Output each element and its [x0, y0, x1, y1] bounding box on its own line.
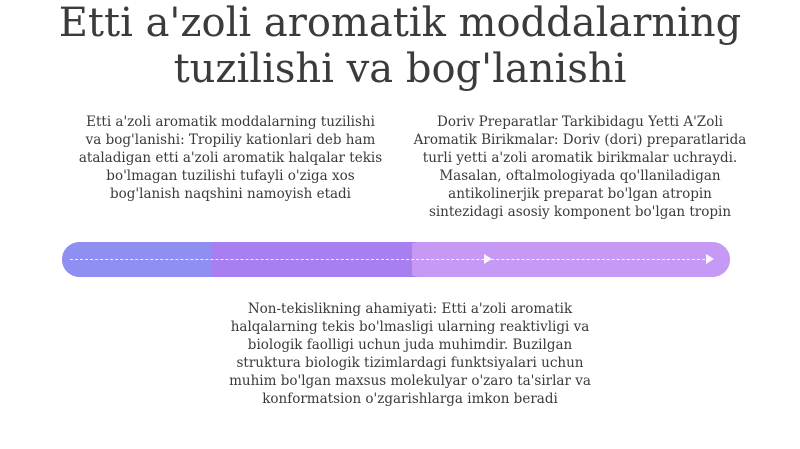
arrow-right-icon	[484, 254, 492, 264]
timeline-dashed-line	[70, 259, 710, 260]
timeline-bar	[62, 242, 730, 277]
page-title: Etti a'zoli aromatik moddalarning tuzilishi va bog'lanishi	[58, 0, 742, 92]
arrow-right-icon	[706, 254, 714, 264]
text-block-drugs: Doriv Preparatlar Tarkibidagu Yetti A'Zoli Aromatik Birikmalar: Doriv (dori) preparatlarida turli yetti a'zoli aromatik birikmalar uchraydi. Masalan, oftalmologiyada qo'llaniladigan antikolinerjik preparat bo'lgan atropin sintezidagi asosiy komponent bo'lgan tropin	[413, 114, 747, 220]
text-block-nonplanarity: Non-tekislikning ahamiyati: Etti a'zoli aromatik halqalarning tekis bo'lmasligi ularning reaktivligi va biologik faolligi uchun juda muhimdir. Buzilgan struktura biologik tizimlardagi funktsiyalari uchun muhim bo'lgan maxsus molekulyar o'zaro ta'sirlar va konformatsion o'zgarishlarga imkon beradi	[229, 301, 591, 407]
text-block-structure: Etti a'zoli aromatik moddalarning tuzilishi va bog'lanishi: Tropiliy kationlari deb ham ataladigan etti a'zoli aromatik halqalar tekis bo'lmagan tuzilishi tufayli o'ziga xos bog'lanish naqshini namoyish etadi	[78, 114, 383, 202]
